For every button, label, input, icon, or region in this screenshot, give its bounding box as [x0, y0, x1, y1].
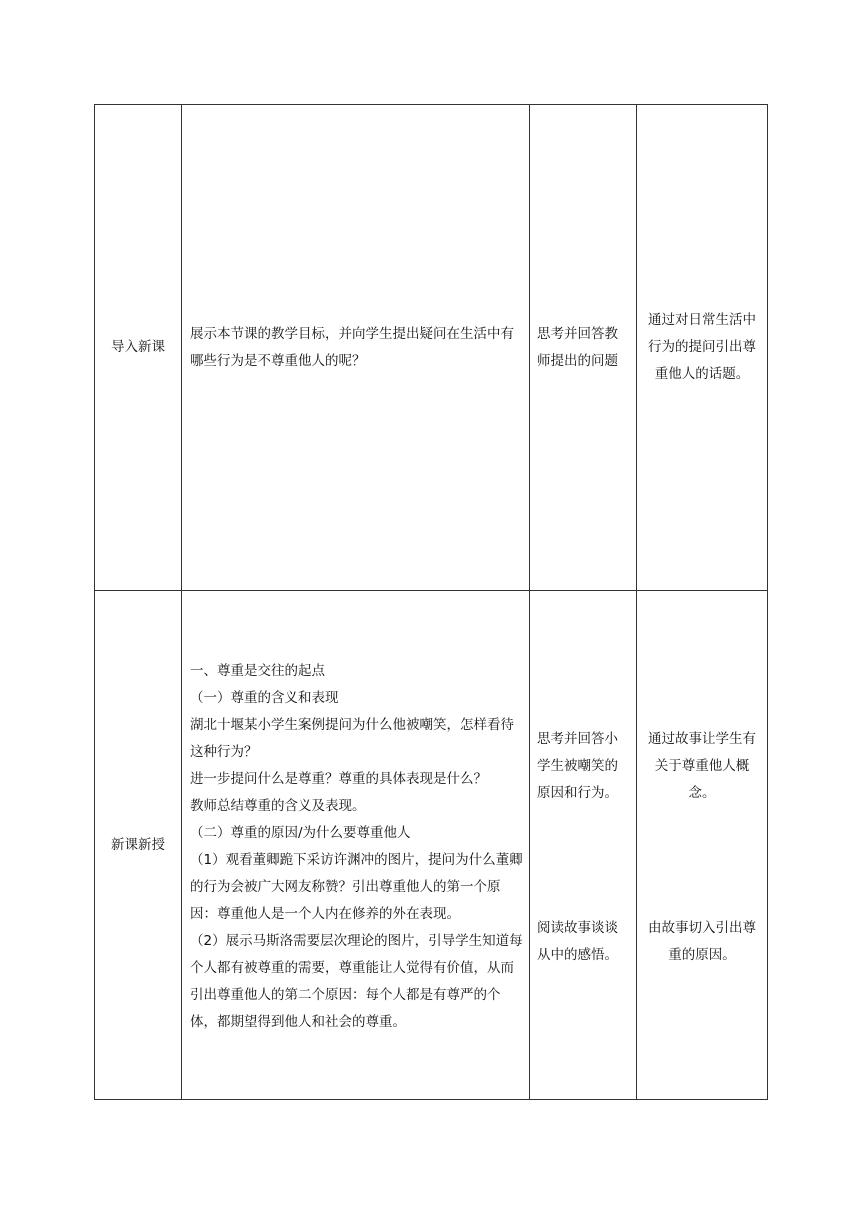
teacher-line: 一、尊重是交往的起点 [190, 663, 325, 679]
stage-cell: 导入新课 [95, 105, 182, 591]
teacher-activity-cell [182, 591, 530, 1100]
stage-cell: 新课新授 [95, 591, 182, 1100]
design-intent-text: 通过对日常生活中行为的提问引出尊重他人的话题。 [648, 312, 756, 382]
teacher-line: 湖北十堰某小学生案例提问为什么他被嘲笑，怎样看待这种行为？ [190, 717, 514, 760]
teacher-line: （2）展示马斯洛需要层次理论的图片，引导学生知道每个人都有被尊重的需要，尊重能让人觉得有价值，从而引出尊重他人的第二个原因：每个人都是有尊严的个体，都期望得到他人和社会的尊重。 [190, 933, 523, 1030]
design-intent-text: 通过故事让学生有关于尊重他人概念。 [648, 730, 756, 801]
student-activity-cell [530, 591, 637, 1100]
design-intent-text: 由故事切入引出尊重的原因。 [648, 919, 756, 963]
teacher-line: （一）尊重的含义和表现 [190, 690, 339, 706]
teacher-activity-text: 展示本节课的教学目标，并向学生提出疑问在生活中有哪些行为是不尊重他人的呢？ [190, 325, 514, 369]
teacher-line: （1）观看董卿跪下采访许渊冲的图片，提问为什么董卿的行为会被广大网友称赞？引出尊重他人的第一个原因：尊重他人是一个人内在修养的外在表现。 [190, 852, 523, 922]
table-row [95, 105, 768, 591]
lesson-plan-table [94, 104, 768, 1100]
student-activity-text: 思考并回答教师提出的问题 [537, 325, 618, 369]
student-activity-text: 思考并回答小学生被嘲笑的原因和行为。 [537, 730, 618, 801]
teacher-activity-cell [182, 105, 530, 591]
student-activity-cell [530, 105, 637, 591]
teacher-line: 进一步提问什么是尊重？尊重的具体表现是什么？ [190, 771, 487, 787]
teacher-line: （二）尊重的原因/为什么要尊重他人 [190, 825, 411, 841]
teacher-line: 教师总结尊重的含义及表现。 [190, 798, 366, 814]
student-activity-text: 阅读故事谈谈从中的感悟。 [537, 919, 618, 963]
design-intent-cell [637, 591, 768, 1100]
table-row [95, 591, 768, 1100]
design-intent-cell [637, 105, 768, 591]
